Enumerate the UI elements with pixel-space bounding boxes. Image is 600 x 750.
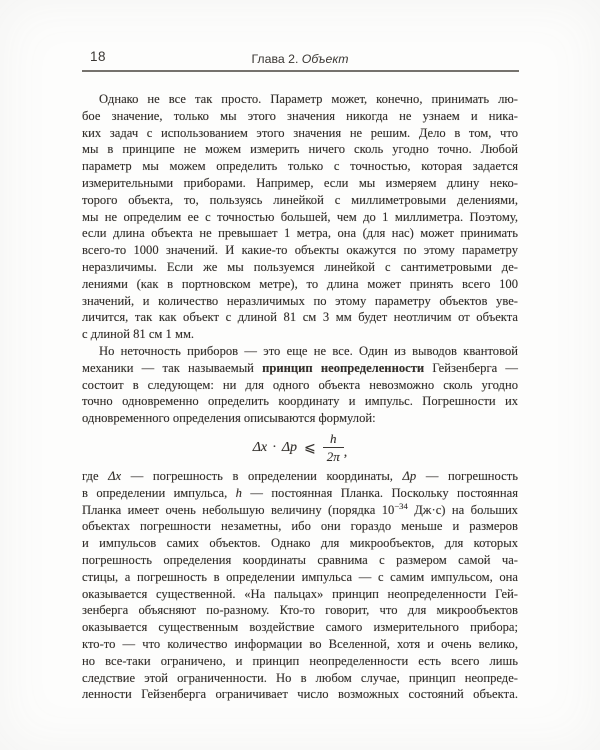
formula-comma: , <box>343 444 348 460</box>
delta-p-term: Δp <box>281 439 298 455</box>
paragraph-2 <box>82 343 518 427</box>
text-line: оказывается существенной. «На пальцах» принцип неопределенности Гей- <box>82 586 518 601</box>
text-segment: Дж·с) на больших <box>407 502 518 517</box>
delta-x-term: Δx <box>252 439 268 455</box>
text-line <box>82 502 518 519</box>
text-line: объектах погрешности незаметны, ибо они гораздо меньше и размеров <box>82 519 518 534</box>
text-line: параметр мы можем определить только с точностью, которая задается <box>82 159 518 174</box>
text-line: измерительными приборами. Например, если мы измеряем длину неко- <box>82 175 518 190</box>
text-segment: в определении импульса, <box>82 485 236 500</box>
paragraph-3 <box>82 468 518 703</box>
header-rule <box>82 70 519 72</box>
text-line: Однако не все так просто. Параметр может, конечно, принимать лю- <box>99 92 518 106</box>
superscript-exponent: −34 <box>394 500 408 511</box>
text-line: зенберга объясняют по-разному. Кто-то говорит, что для микрообъектов <box>82 603 518 618</box>
text-line: погрешность определения координаты сравнима с размером самой ча- <box>82 552 518 567</box>
text-line: кто-то — что количество информации во Вселенной, хотя и очень велико, <box>82 636 518 651</box>
text-line: всего-то 1000 значений. И какие-то объекты окажутся по этому параметру <box>82 243 518 258</box>
fraction <box>323 432 344 463</box>
text-line: стицы, а погрешность в определении импульса — с самим импульсом, она <box>82 569 518 584</box>
text-line: состоит в следующем: ни для одного объекта невозможно сколь угодно <box>82 377 518 392</box>
text-line <box>82 485 518 502</box>
chapter-title: Объект <box>301 52 349 66</box>
text-line: точно одновременно определить координату и импульс. Погрешности их <box>82 394 518 409</box>
text-segment: где <box>82 469 109 483</box>
text-segment: Гейзенберга — <box>424 360 518 375</box>
text-line: следствие этой ограниченности. Но в любом случае, принцип неопреде- <box>82 670 518 685</box>
text-line: личится, так как объект с длиной 81 см 3 мм будет неотличим от объекта <box>82 310 518 325</box>
text-segment: — погрешность в определении координаты, <box>121 469 403 483</box>
page-number: 18 <box>90 49 107 64</box>
text-line: одновременного определения описываются формулой: <box>82 411 376 426</box>
text-line <box>82 468 518 485</box>
uncertainty-formula <box>82 427 518 468</box>
chapter-label: Глава 2. <box>251 52 299 66</box>
math-var-h: h <box>235 485 242 500</box>
text-line: но все-таки ограничено, и принцип неопределенности есть всего лишь <box>82 653 518 668</box>
text-line: значений, и количество неразличимых по этому параметру объектов уве- <box>82 293 518 308</box>
text-line: мы в принципе не можем измерить ничего сколь угодно точно. Любой <box>82 142 518 157</box>
text-line: Но неточность приборов — это еще не все. Один из выводов квантовой <box>99 344 518 358</box>
text-segment: — постоянная Планка. Поскольку постоянная <box>241 485 518 500</box>
fraction-denominator: 2π <box>323 447 344 463</box>
dot-operator: · <box>272 439 277 455</box>
math-var-delta-p: Δp <box>402 469 417 483</box>
text-line: торого объекта, то, пользуясь линейкой с миллиметровыми делениями, <box>82 192 518 207</box>
text-line: бое значение, только мы этого значения никогда не узнаем и ника- <box>82 108 518 123</box>
text-segment: — погрешность <box>416 469 518 483</box>
text-line: и импульсов самих объектов. Однако для микрообъектов, для которых <box>82 536 518 551</box>
text-line: мы не определим ее с точностью большей, чем до 1 миллиметра. Поэтому, <box>82 209 518 224</box>
text-segment: Планка имеет очень небольшую величину (порядка 10 <box>82 502 395 517</box>
text-line: неразличимы. Если же мы пользуемся линейкой с сантиметровыми де- <box>82 259 518 274</box>
bold-term: принцип неопределенности <box>262 360 425 375</box>
text-segment: механики — так называемый <box>82 360 263 375</box>
text-line: лениями (как в портновском метре), то длина может принять всего 100 <box>82 276 518 291</box>
text-line: ких задач с использованием этого значения не решим. Дело в том, что <box>82 125 518 140</box>
running-head <box>82 52 518 66</box>
paragraph-1 <box>82 91 518 343</box>
text-line: с длиной 81 см 1 мм. <box>82 327 195 342</box>
text-line <box>82 360 518 377</box>
relation-sign: ⩽ <box>304 439 316 456</box>
text-line: ленности Гейзенберга ограничивает число возможных состояний объекта. <box>82 687 518 702</box>
math-var-delta-x: Δx <box>108 469 122 483</box>
text-line: оказывается существенным воздействие самого измерительного прибора; <box>82 620 518 635</box>
fraction-numerator: h <box>330 431 337 446</box>
text-line: если длина объекта не превышает 1 метра, она (для нас) может принимать <box>82 226 518 241</box>
